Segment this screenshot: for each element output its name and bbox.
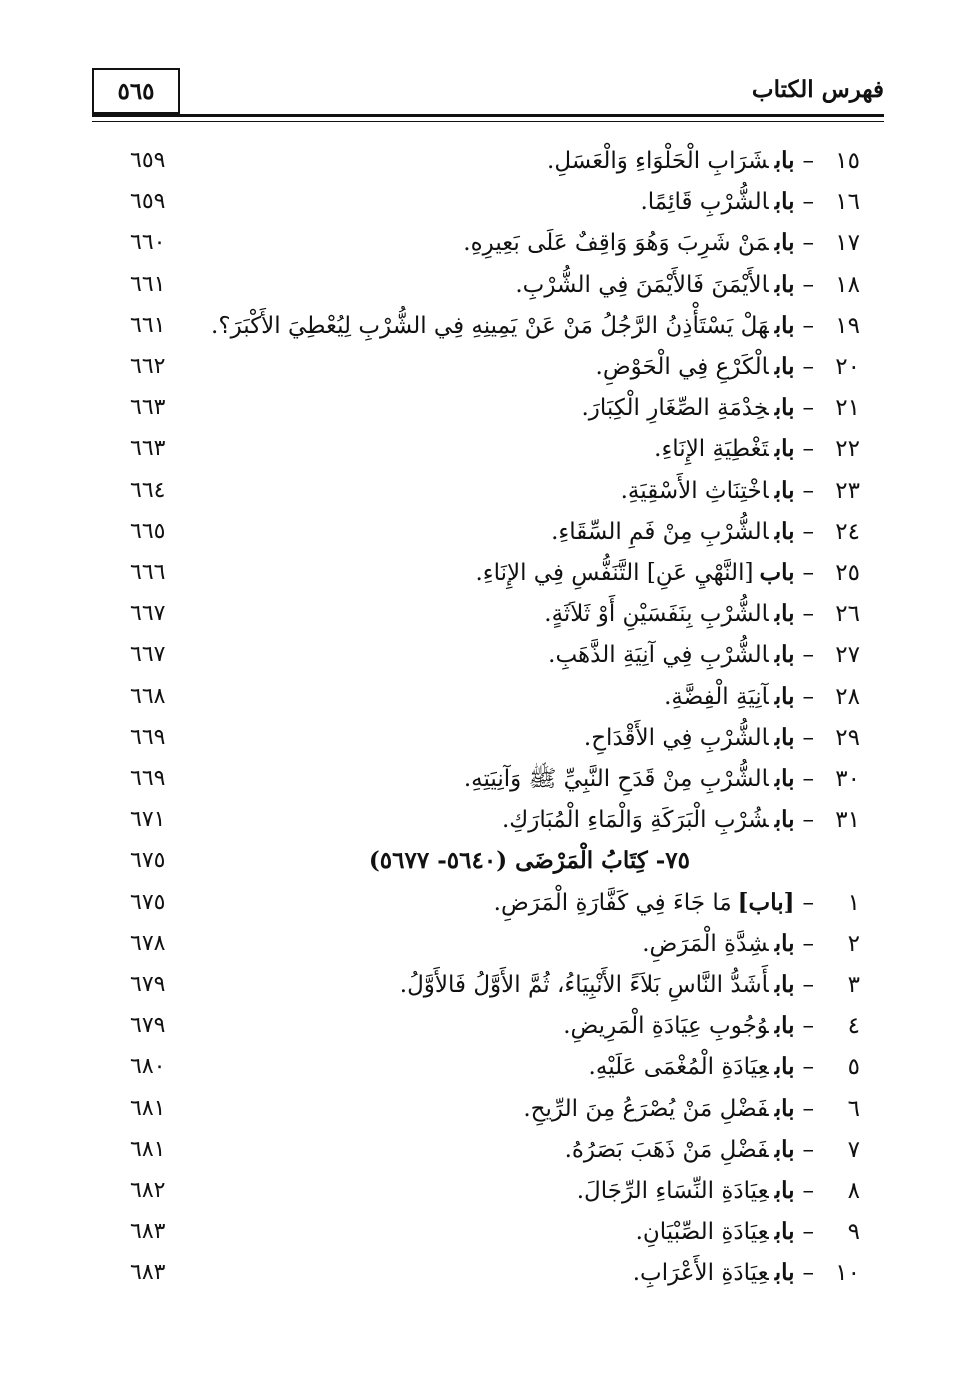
running-title: فهرس الكتاب: [751, 76, 884, 103]
page-ref: ٦٨١: [130, 1136, 166, 1162]
entry-text: [200, 181, 860, 223]
bab-label: باب: [759, 559, 795, 586]
bab-label: باب: [774, 517, 795, 545]
bab-label: باب: [774, 600, 795, 628]
entry-title: عِيَادَةِ الْمُغْمَى عَلَيْهِ.: [588, 1054, 769, 1081]
entry-text: [200, 305, 860, 347]
entry-number: ٢٤: [835, 518, 860, 545]
entry-number: ٧: [847, 1136, 860, 1163]
index-row: [0, 1170, 956, 1211]
header-rule-thick: [92, 114, 884, 117]
entry-text: [200, 552, 860, 594]
page-ref: ٦٥٩: [130, 148, 166, 173]
entry-dash: –: [802, 518, 814, 545]
entry-text: [200, 511, 860, 553]
entry-number: ١٥: [835, 148, 860, 174]
entry-title: اخْتِنَاثِ الأَسْقِيَةِ.: [620, 477, 769, 504]
page-ref: ٦٨٣: [130, 1219, 166, 1245]
entry-title: الأَيْمَنَ فَالأَيْمَنَ فِي الشُّرْبِ.: [515, 271, 769, 298]
entry-text: [200, 346, 860, 388]
entry-title: خِدْمَةِ الصِّغَارِ الْكِبَارَ.: [581, 395, 769, 422]
index-row: [0, 923, 956, 964]
page-header: [92, 68, 884, 120]
bab-label: باب: [774, 971, 795, 998]
entry-number: ٢٨: [835, 683, 860, 710]
entry-text: [200, 1005, 860, 1047]
entry-dash: –: [802, 477, 814, 504]
entry-dash: –: [802, 271, 814, 298]
entry-text: [200, 923, 860, 965]
page-ref: ٦٦٧: [130, 601, 166, 627]
page-ref: ٦٦٤: [130, 477, 166, 503]
index-row: [0, 305, 956, 346]
bab-label: باب: [774, 435, 795, 463]
bab-label: باب: [774, 1218, 795, 1246]
entry-title: عِيَادَةِ النِّسَاءِ الرِّجَالَ.: [576, 1178, 769, 1204]
entry-dash: –: [802, 1260, 814, 1287]
bab-label: باب: [774, 229, 795, 257]
page-ref: ٦٦٣: [130, 436, 166, 462]
page-ref: ٦٧٩: [130, 972, 166, 997]
entry-number: ٨: [847, 1178, 860, 1204]
entry-text: [200, 593, 860, 635]
entry-title: الشُّرْبِ فِي الأَقْدَاحِ.: [583, 724, 769, 751]
heading-text: ٧٥- كِتَابُ الْمَرْضَى (٥٦٤٠- ٥٦٧٧): [368, 847, 690, 875]
bab-label: باب: [774, 1177, 795, 1204]
entry-number: ١٧: [835, 230, 860, 257]
entry-number: ٦: [847, 1095, 860, 1122]
entry-number: ٢١: [835, 395, 860, 422]
entry-number: ٤: [847, 1013, 860, 1040]
entry-dash: –: [802, 1178, 814, 1204]
bab-label: باب: [774, 1094, 795, 1122]
entry-title: مَا جَاءَ فِي كَفَّارَةِ الْمَرَضِ.: [493, 889, 732, 916]
entry-number: ٢٥: [835, 560, 860, 586]
entry-title: تَغْطِيَةِ الإِنَاءِ.: [654, 436, 769, 463]
entry-dash: –: [802, 148, 814, 174]
page-ref: ٦٥٩: [130, 189, 166, 215]
entry-dash: –: [802, 230, 814, 257]
entry-dash: –: [802, 972, 814, 998]
entry-text: [200, 1211, 860, 1253]
index-row: [0, 964, 956, 1005]
entry-number: ٣: [847, 972, 860, 998]
entry-dash: –: [802, 189, 814, 216]
entry-number: ٢٧: [835, 642, 860, 669]
bab-label: باب: [774, 353, 795, 380]
entry-text: [200, 1088, 860, 1130]
entry-title: عِيَادَةِ الصِّبْيَانِ.: [635, 1219, 769, 1246]
entry-number: ٢٠: [835, 354, 860, 380]
entry-title: الشُّرْبِ بِنَفَسَيْنِ أَوْ ثَلاَثَةٍ.: [544, 601, 769, 628]
entry-number: ٢٣: [835, 477, 860, 504]
entry-number: ١٠: [835, 1260, 860, 1287]
index-row: [0, 882, 956, 923]
entry-title: الْكَرْعِ فِي الْحَوْضِ.: [595, 354, 769, 380]
page-ref: ٦٦٦: [130, 560, 166, 585]
entry-text: [200, 1046, 860, 1088]
entry-dash: –: [802, 312, 814, 339]
entry-number: ١: [847, 889, 860, 916]
page-ref: ٦٦١: [130, 271, 166, 297]
entry-dash: –: [802, 1095, 814, 1122]
page-ref: ٦٦٧: [130, 642, 166, 668]
entry-dash: –: [802, 1219, 814, 1246]
index-row: [0, 387, 956, 428]
entry-title: الشُّرْبِ مِنْ قَدَحِ النَّبِيِّ ﷺ وَآنِيَتِهِ.: [463, 766, 769, 792]
entry-text: [200, 758, 860, 800]
index-row: [0, 552, 956, 593]
entry-title: عِيَادَةِ الأَعْرَابِ.: [632, 1260, 769, 1287]
page-ref: ٦٦٩: [130, 766, 166, 791]
page-ref: ٦٨٢: [130, 1178, 166, 1203]
entry-title: شَرَابِ الْحَلْوَاءِ وَالْعَسَلِ.: [547, 148, 769, 174]
entry-title: مَنْ شَرِبَ وَهُوَ وَاقِفٌ عَلَى بَعِيرِهِ.: [463, 230, 769, 257]
bab-label: باب: [774, 188, 795, 216]
bab-label: باب: [774, 311, 795, 339]
bab-label: باب: [774, 1012, 795, 1040]
page-ref: ٦٦٠: [130, 230, 166, 256]
entry-title: آنِيَةِ الْفِضَّةِ.: [664, 683, 769, 710]
bab-label: باب: [774, 682, 795, 710]
entry-number: ٣٠: [835, 766, 860, 792]
bab-label: باب: [774, 1053, 795, 1081]
entry-number: ٩: [847, 1219, 860, 1246]
entry-text: [200, 634, 860, 676]
entry-dash: –: [802, 1136, 814, 1163]
section-heading-row: [0, 840, 956, 881]
section-heading: [200, 840, 860, 881]
bab-label: باب: [774, 1135, 795, 1163]
entry-title: الشُّرْبِ فِي آنِيَةِ الذَّهَبِ.: [548, 642, 769, 669]
index-row: [0, 593, 956, 634]
page-ref: ٦٨٣: [130, 1260, 166, 1286]
bab-label: باب: [774, 394, 795, 422]
entry-number: ٢٦: [835, 601, 860, 628]
bab-label: باب: [774, 1259, 795, 1287]
index-row: [0, 346, 956, 387]
entry-number: ١٦: [835, 189, 860, 216]
page-ref: ٦٧٥: [130, 848, 166, 874]
entry-dash: –: [802, 724, 814, 751]
entry-title: هَلْ يَسْتَأْذِنُ الرَّجُلُ مَنْ عَنْ يَمِينِهِ فِي الشُّرْبِ لِيُعْطِيَ الأَكْبَرَ؟.: [211, 312, 769, 339]
entry-text: [200, 470, 860, 512]
entry-text: [200, 882, 860, 924]
entry-number: ٢: [847, 930, 860, 957]
index-row: [0, 634, 956, 675]
bab-label: باب: [774, 765, 795, 792]
entry-text: [200, 717, 860, 759]
entry-dash: –: [802, 1054, 814, 1081]
entry-title: شِدَّةِ الْمَرَضِ.: [642, 930, 769, 957]
entry-title: [النَّهْيِ عَنِ] التَّنَفُّسِ فِي الإِنَاءِ.: [475, 560, 754, 586]
index-row: [0, 264, 956, 305]
index-row: [0, 676, 956, 717]
entry-number: ٥: [847, 1054, 860, 1081]
entry-number: ١٩: [835, 312, 860, 339]
page-ref: ٦٧٩: [130, 1013, 166, 1039]
bab-label: باب: [774, 641, 795, 669]
bab-label: [باب]: [737, 888, 795, 916]
entry-dash: –: [802, 395, 814, 422]
entry-dash: –: [802, 889, 814, 916]
index-row: [0, 222, 956, 263]
entry-dash: –: [802, 436, 814, 463]
index-row: [0, 1088, 956, 1129]
entry-text: [200, 387, 860, 429]
entry-text: [200, 140, 860, 182]
entry-number: ٢٩: [835, 724, 860, 751]
entry-title: أَشَدُّ النَّاسِ بَلاَءً الأَنْبِيَاءُ، ثُمَّ الأَوَّلُ فَالأَوَّلُ.: [399, 972, 769, 998]
entry-number: ٣١: [835, 807, 860, 834]
index-row: [0, 181, 956, 222]
header-rule-thin: [92, 121, 884, 122]
page-ref: ٦٦٩: [130, 724, 166, 750]
index-row: [0, 1252, 956, 1293]
entry-dash: –: [802, 601, 814, 628]
bab-label: باب: [774, 476, 795, 504]
index-row: [0, 1005, 956, 1046]
entry-text: [200, 964, 860, 1006]
bab-label: باب: [774, 147, 795, 174]
page-ref: ٦٧١: [130, 807, 166, 833]
entry-text: [200, 799, 860, 841]
entry-dash: –: [802, 807, 814, 834]
entry-dash: –: [802, 930, 814, 957]
entry-title: وُجُوبِ عِيَادَةِ الْمَرِيضِ.: [563, 1013, 769, 1040]
page-ref: ٦٦٣: [130, 395, 166, 421]
index-row: [0, 1129, 956, 1170]
page-ref: ٦٦٨: [130, 683, 166, 709]
index-row: [0, 470, 956, 511]
entry-title: فَضْلِ مَنْ يُصْرَعُ مِنَ الرِّيحِ.: [523, 1095, 769, 1122]
entry-text: [200, 676, 860, 718]
entry-text: [200, 222, 860, 264]
entry-dash: –: [802, 560, 814, 586]
bab-label: باب: [774, 723, 795, 751]
entry-text: [200, 1170, 860, 1212]
page-ref: ٦٧٥: [130, 889, 166, 915]
page-ref: ٦٨١: [130, 1095, 166, 1121]
entry-number: ٢٢: [835, 436, 860, 463]
index-row: [0, 799, 956, 840]
index-row: [0, 717, 956, 758]
entry-dash: –: [802, 354, 814, 380]
page-number: ٥٦٥: [92, 68, 180, 114]
entry-dash: –: [802, 683, 814, 710]
entry-dash: –: [802, 1013, 814, 1040]
index-row: [0, 1211, 956, 1252]
page-ref: ٦٨٠: [130, 1054, 166, 1080]
page-ref: ٦٧٨: [130, 930, 166, 956]
entry-text: [200, 264, 860, 306]
entry-number: ١٨: [835, 271, 860, 298]
entry-text: [200, 1252, 860, 1294]
bab-label: باب: [774, 806, 795, 834]
page-ref: ٦٦٥: [130, 518, 166, 544]
entry-title: الشُّرْبِ مِنْ فَمِ السِّقَاءِ.: [551, 518, 769, 545]
index-row: [0, 1046, 956, 1087]
entry-title: شُرْبِ الْبَرَكَةِ وَالْمَاءِ الْمُبَارَكِ.: [501, 807, 769, 834]
index-row: [0, 428, 956, 469]
entry-dash: –: [802, 766, 814, 792]
page-ref: ٦٦٢: [130, 354, 166, 379]
index-row: [0, 511, 956, 552]
entry-dash: –: [802, 642, 814, 669]
entry-title: فَضْلِ مَنْ ذَهَبَ بَصَرُهُ.: [564, 1136, 769, 1163]
index-row: [0, 140, 956, 181]
index-row: [0, 758, 956, 799]
entry-title: الشُّرْبِ قَائِمًا.: [640, 189, 769, 216]
entry-text: [200, 428, 860, 470]
bab-label: باب: [774, 929, 795, 957]
page-ref: ٦٦١: [130, 312, 166, 338]
bab-label: باب: [774, 270, 795, 298]
entry-text: [200, 1129, 860, 1171]
